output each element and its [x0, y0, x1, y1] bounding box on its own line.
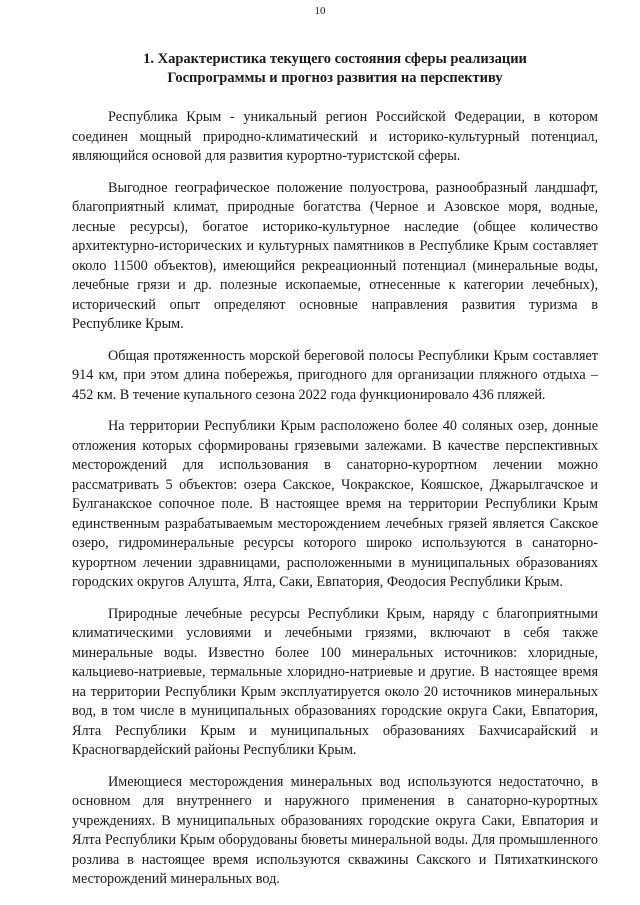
section-heading-line-1: 1. Характеристика текущего состояния сферы реализации: [143, 51, 527, 67]
document-body: [72, 108, 598, 902]
section-heading: [72, 50, 598, 88]
paragraph-geography: Выгодное географическое положение полуострова, разнообразный ландшафт, благоприятный климат, природные богатства (Черное и Азовское моря, водные, лесные ресурсы), богатое историко-культурное наследие (общее количество архитектурно-исторических и культурных памятников в Республике Крым составляет около 11500 объектов), имеющийся рекреационный потенциал (минеральные воды, лечебные грязи и др. полезные ископаемые, отнесенные к категории лечебных), исторический опыт определяют основные направления развития туризма в Республике Крым.: [72, 179, 598, 332]
page-number: 10: [314, 5, 326, 17]
paragraph-mineral-water-use: Имеющиеся месторождения минеральных вод используются недостаточно, в основном для внутреннего и наружного применения в санаторно-курортных учреждениях. В муниципальных образованиях городские округа Саки, Евпатория и Ялта Республики Крым оборудованы бюветы минеральной воды. Для промышленного розлива в настоящее время используются скважины Сакского и Пятихаткинского месторождений минеральных вод.: [72, 773, 598, 887]
paragraph-mineral-resources: Природные лечебные ресурсы Республики Крым, наряду с благоприятными климатическими условиями и лечебными грязями, включают в себя также минеральные воды. Известно более 100 минеральных источников: хлоридные, кальциево-натриевые, термальные хлоридно-натриевые и другие. В настоящее время на территории Республики Крым эксплуатируется около 20 источников минеральных вод, в том числе в муниципальных образованиях городские округа Саки, Евпатория, Ялта Республики Крым и муниципальных образованиях Бахчисарайский и Красногвардейский районы Республики Крым.: [72, 605, 598, 758]
paragraph-salt-lakes: На территории Республики Крым расположено более 40 соляных озер, донные отложения которых сформированы грязевыми залежами. В качестве перспективных месторождений для использования в санаторно-курортном лечении можно рассматривать 5 объектов: озера Сакское, Чокракское, Кояшское, Джарылгачское и Булганакское сопочное поле. В настоящее время на территории Республики Крым единственным разрабатываемым месторождением лечебных грязей является Сакское озеро, гидроминеральные ресурсы которого широко используются в санаторно-курортном лечении здравницами, расположенными в муниципальных образованиях городских округов Алушта, Ялта, Саки, Евпатория, Феодосия Республики Крым.: [72, 418, 598, 590]
paragraph-intro: Республика Крым - уникальный регион Российской Федерации, в котором соединен мощный природно-климатический и историко-культурный потенциал, являющийся основой для развития курортно-туристской сферы.: [72, 109, 598, 164]
paragraph-coastline: Общая протяженность морской береговой полосы Республики Крым составляет 914 км, при этом длина побережья, пригодного для организации пляжного отдыха – 452 км. В течение купального сезона 2022 года функционировало 436 пляжей.: [72, 347, 598, 403]
section-heading-line-2: Госпрограммы и прогноз развития на перспективу: [167, 70, 503, 86]
